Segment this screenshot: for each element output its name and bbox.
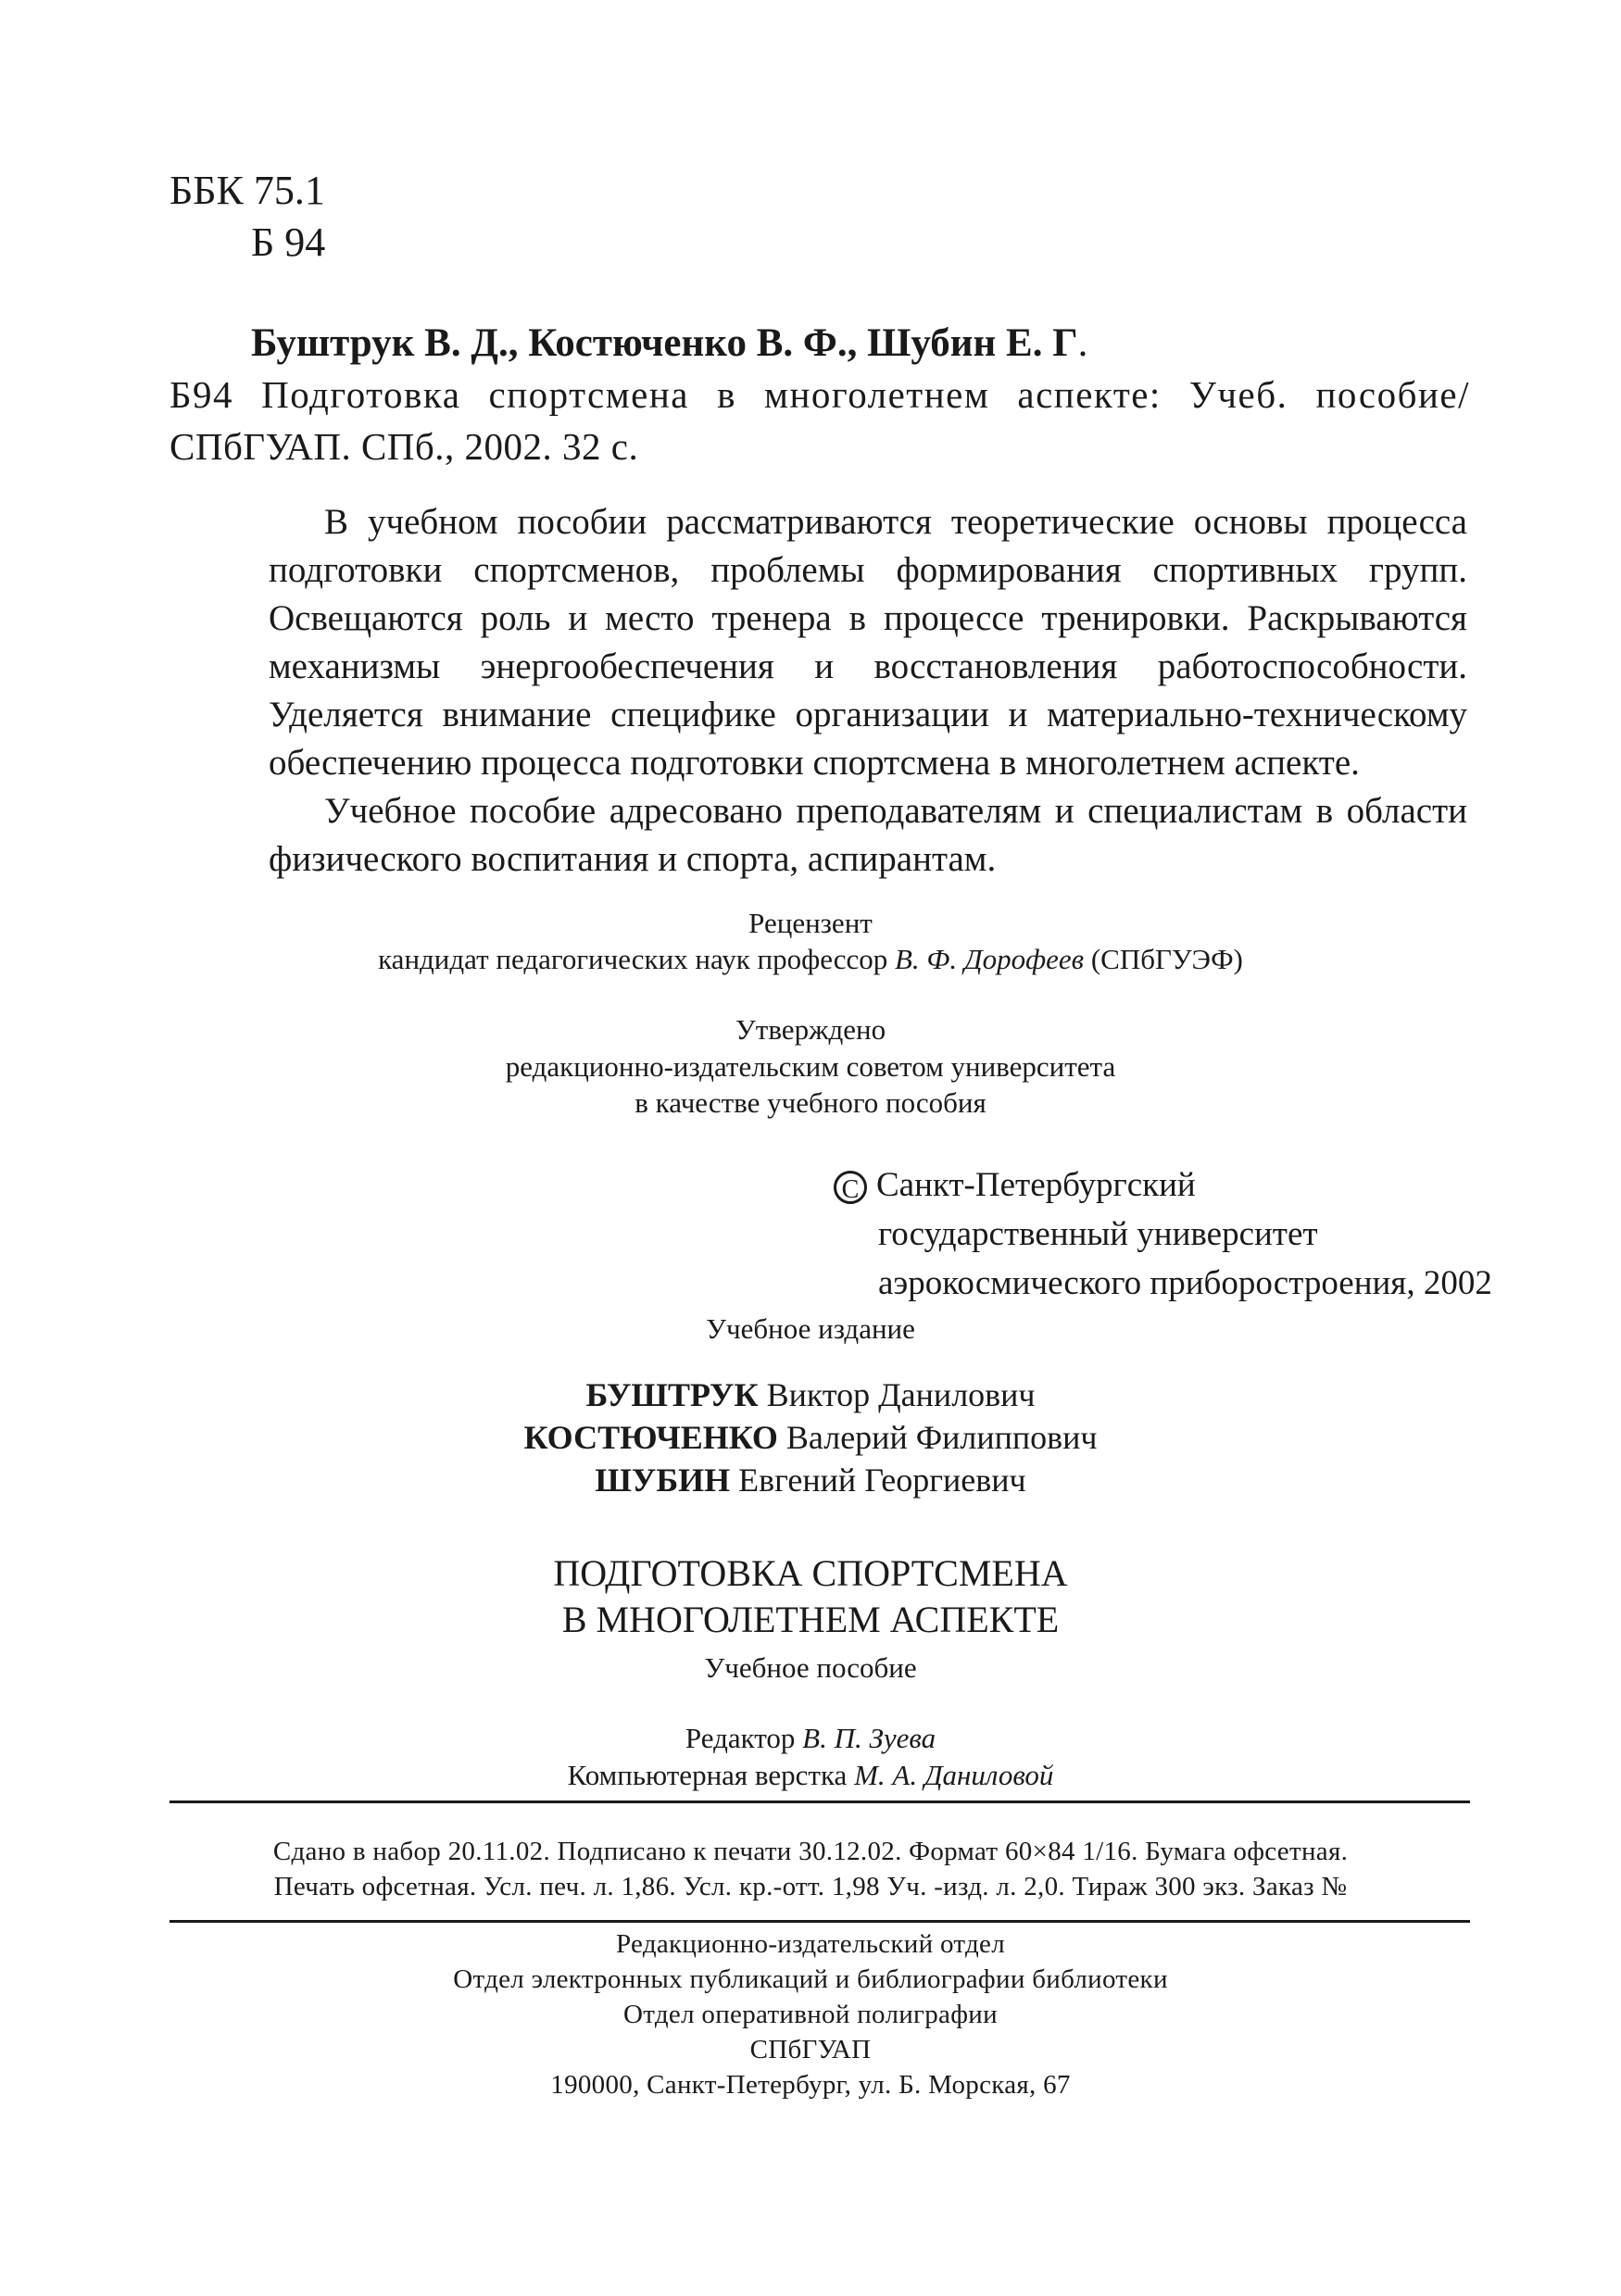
abstract-paragraph-1: В учебном пособии рассматриваются теоретические основы процесса подготовки спортсменов, проблемы формирования спортивных групп. Освещаются роль и место тренера в процессе тренировки. Раскрываются механизмы энергообеспечения и восстановления работоспособности. Уделяется внимание специфике организации и материально-техническому обеспечению процесса подготовки спортсмена в многолетнем аспекте.: [269, 502, 1467, 783]
bbk-index: Б 94: [251, 220, 326, 265]
publisher-address: 190000, Санкт-Петербург, ул. Б. Морская, 67: [550, 2070, 1071, 2100]
editor-credit: Редактор В. П. Зуева: [685, 1722, 936, 1754]
copyright-icon: C: [834, 1171, 867, 1204]
citation-line-1: Б94 Подготовка спортсмена в многолетнем аспекте: Учеб. пособие/: [170, 373, 1470, 416]
author-full-1: БУШТРУК Виктор Данилович: [585, 1376, 1036, 1413]
reviewer-name: В. Ф. Дорофеев: [895, 943, 1085, 975]
approval-line-1: Утверждено: [735, 1013, 886, 1046]
abstract-paragraph-2: Учебное пособие адресовано преподавателям и специалистам в области физического воспитания и спорта, аспирантам.: [269, 791, 1467, 879]
bbk-code: ББК 75.1: [170, 168, 325, 213]
divider-bottom: [170, 1920, 1470, 1923]
approval-line-3: в качестве учебного пособия: [635, 1086, 986, 1119]
publisher-line-1: Редакционно-издательский отдел: [615, 1929, 1005, 1959]
approval-line-2: редакционно-издательским советом университета: [505, 1050, 1116, 1083]
abstract: [269, 498, 1467, 884]
reviewer-heading: Рецензент: [748, 907, 873, 939]
publisher-line-4: СПбГУАП: [749, 2035, 872, 2064]
publisher-line-3: Отдел оперативной полиграфии: [623, 2000, 998, 2029]
book-title-line-1: ПОДГОТОВКА СПОРТСМЕНА: [553, 1552, 1068, 1594]
book-title-line-2: В МНОГОЛЕТНЕМ АСПЕКТЕ: [561, 1599, 1060, 1640]
layout-credit: Компьютерная верстка М. А. Даниловой: [567, 1759, 1054, 1791]
copyright-block: C Санкт-Петербургский государственный университет аэрокосмического приборостроения, 2002: [834, 1161, 1492, 1308]
author-full-2: КОСТЮЧЕНКО Валерий Филиппович: [523, 1419, 1098, 1456]
divider-top: [170, 1800, 1470, 1803]
publisher-line-2: Отдел электронных публикаций и библиографии библиотеки: [453, 1964, 1168, 1994]
book-subtitle: Учебное пособие: [704, 1651, 917, 1684]
citation-block: [170, 369, 1470, 472]
citation-authors: Буштрук В. Д., Костюченко В. Ф., Шубин Е. Г.: [251, 321, 1088, 365]
author-full-3: ШУБИН Евгений Георгиевич: [595, 1462, 1026, 1499]
citation-line-2: СПбГУАП. СПб., 2002. 32 с.: [170, 425, 639, 468]
reviewer-line: кандидат педагогических наук профессор В. Ф. Дорофеев (СПбГУЭФ): [378, 943, 1243, 975]
edition-type: Учебное издание: [706, 1312, 915, 1345]
printing-line-2: Печать офсетная. Усл. печ. л. 1,86. Усл. кр.-отт. 1,98 Уч. -изд. л. 2,0. Тираж 300 экз. Заказ №: [273, 1872, 1348, 1901]
printing-line-1: Сдано в набор 20.11.02. Подписано к печати 30.12.02. Формат 60×84 1/16. Бумага офсетная.: [272, 1837, 1349, 1866]
